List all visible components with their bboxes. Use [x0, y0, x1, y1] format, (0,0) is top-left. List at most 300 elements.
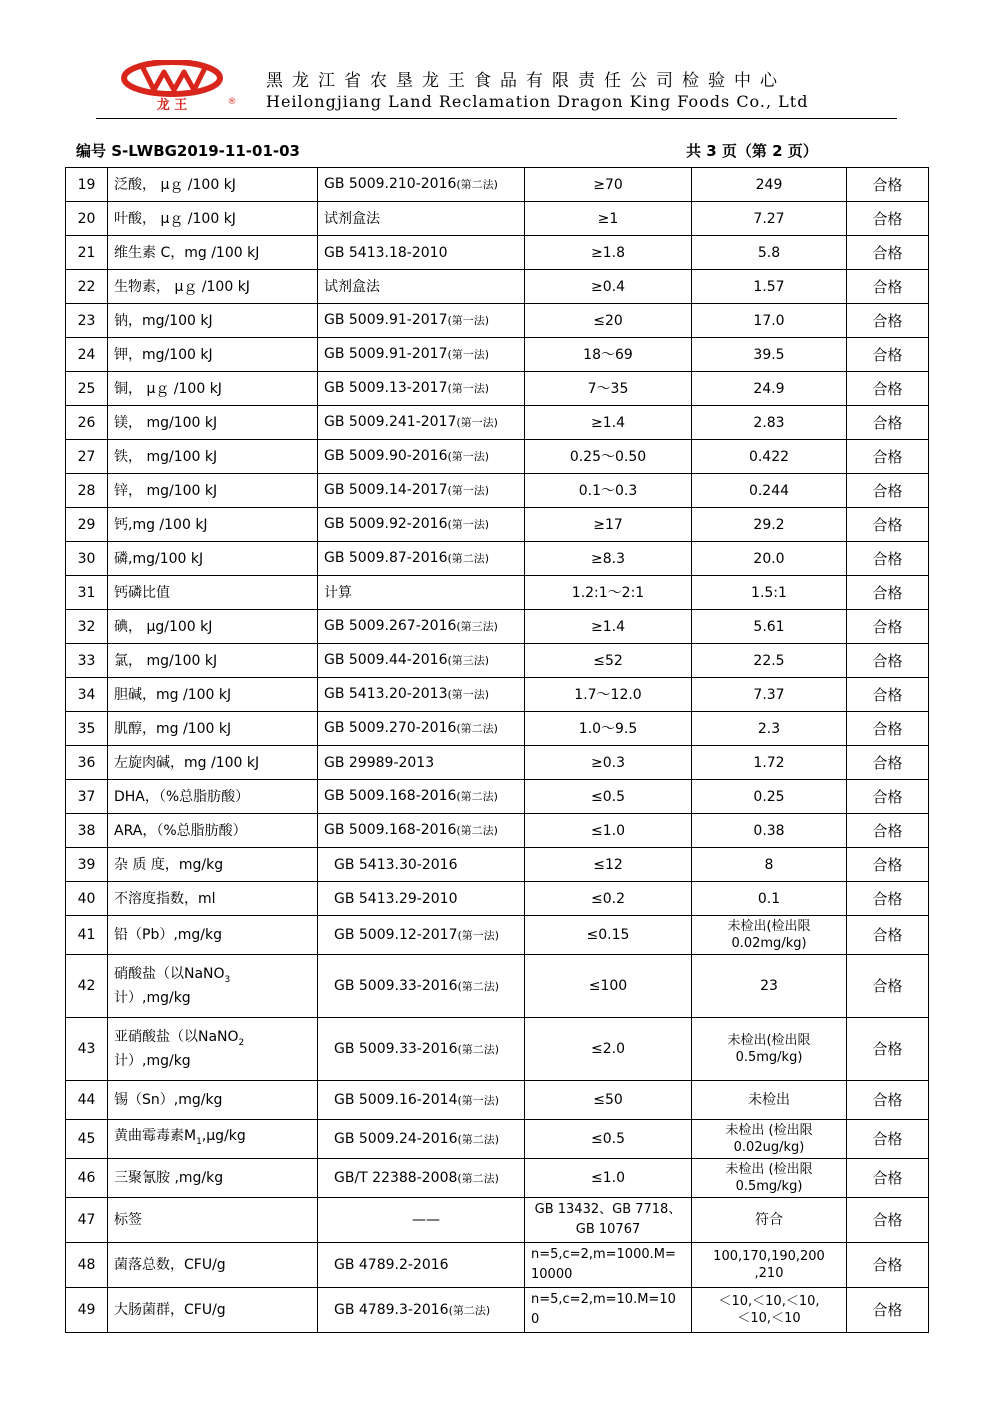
test-result [692, 848, 847, 882]
judgement: 合格 [847, 338, 929, 372]
test-method-suffix: (第一法) [447, 348, 490, 361]
requirement-text: ≤0.5 [591, 788, 625, 805]
test-result-text: 24.9 [753, 380, 785, 397]
requirement [525, 304, 692, 338]
judgement: 合格 [847, 610, 929, 644]
row-number: 39 [66, 848, 108, 882]
test-item [108, 406, 318, 440]
requirement-text: ≤20 [593, 312, 623, 329]
test-item [108, 338, 318, 372]
row-number: 19 [66, 168, 108, 202]
test-method [318, 236, 525, 270]
test-result-text: 未检出(检出限 [727, 919, 811, 934]
requirement [525, 372, 692, 406]
table-row [66, 712, 929, 746]
test-result-text: 20.0 [753, 550, 785, 567]
requirement [525, 168, 692, 202]
test-method [318, 542, 525, 576]
test-item-text: 胆碱，mg /100 kJ [114, 686, 232, 703]
test-item-text: 钙,mg /100 kJ [114, 516, 208, 533]
requirement-text: ≥1 [597, 210, 619, 227]
row-number: 31 [66, 576, 108, 610]
test-item [108, 916, 318, 955]
row-number: 46 [66, 1159, 108, 1198]
row-number: 36 [66, 746, 108, 780]
requirement [525, 1120, 692, 1159]
test-method-text: GB 5413.29-2010 [334, 890, 458, 907]
test-method-text: 试剂盒法 [324, 210, 380, 227]
requirement-text: ≥1.4 [591, 414, 625, 431]
judgement: 合格 [847, 1288, 929, 1333]
test-result-text-2: ＜10,＜10 [737, 1311, 801, 1326]
judgement: 合格 [847, 304, 929, 338]
test-method [318, 372, 525, 406]
test-item-text: 亚硝酸盐（以NaNO [114, 1029, 239, 1046]
test-result-text: 0.25 [753, 788, 785, 805]
row-number: 40 [66, 882, 108, 916]
table-row [66, 372, 929, 406]
test-item [108, 780, 318, 814]
requirement-text: 0.1～0.3 [578, 482, 638, 499]
test-item [108, 610, 318, 644]
judgement: 合格 [847, 882, 929, 916]
test-item [108, 712, 318, 746]
requirement-text: 7～35 [587, 380, 629, 397]
test-item [108, 746, 318, 780]
requirement [525, 440, 692, 474]
test-result-text-2: 0.5mg/kg) [735, 1179, 803, 1194]
requirement-text: ≤50 [593, 1092, 623, 1108]
table-row [66, 304, 929, 338]
test-method-text: GB 5009.16-2014 [334, 1091, 458, 1108]
test-item [108, 1288, 318, 1333]
table-row [66, 916, 929, 955]
requirement [525, 1081, 692, 1120]
judgement: 合格 [847, 712, 929, 746]
table-row [66, 644, 929, 678]
test-method-text: GB 5009.24-2016 [334, 1130, 458, 1147]
requirement [525, 848, 692, 882]
judgement: 合格 [847, 576, 929, 610]
test-result-text: 0.244 [748, 482, 790, 499]
test-item [108, 678, 318, 712]
requirement [525, 508, 692, 542]
test-item [108, 440, 318, 474]
test-result-text: 未检出(检出限 [727, 1033, 811, 1048]
logo-text: 龙 王 [156, 98, 188, 112]
row-number: 27 [66, 440, 108, 474]
judgement: 合格 [847, 916, 929, 955]
test-method-text: GB 5009.44-2016 [324, 652, 448, 668]
requirement-text: ≤12 [593, 856, 623, 873]
test-result-text: 39.5 [753, 346, 785, 363]
test-method [318, 882, 525, 916]
test-item-text: 菌落总数，CFU/g [114, 1257, 226, 1273]
test-method-suffix: (第一法) [447, 382, 490, 395]
report-number: 编号 S-LWBG2019-11-01-03 [76, 142, 300, 160]
test-method-text: GB 5009.270-2016 [324, 720, 457, 736]
requirement [525, 338, 692, 372]
requirement [525, 542, 692, 576]
test-method-text: GB 5009.91-2017 [324, 312, 448, 328]
requirement-text: GB 13432、GB 7718、 [534, 1202, 682, 1217]
test-method-text: GB 5009.14-2017 [324, 482, 448, 498]
test-result [692, 916, 847, 955]
test-method [318, 508, 525, 542]
requirement-text: ≤52 [593, 652, 623, 669]
row-number: 22 [66, 270, 108, 304]
test-method [318, 610, 525, 644]
test-result [692, 1018, 847, 1081]
requirement [525, 780, 692, 814]
judgement: 合格 [847, 474, 929, 508]
test-item [108, 955, 318, 1018]
test-item [108, 848, 318, 882]
test-item-text: 三聚氰胺 ,mg/kg [114, 1170, 224, 1186]
test-result-text-2: 0.02mg/kg) [731, 936, 807, 951]
test-item-text: 铜， μｇ /100 kJ [114, 380, 222, 397]
row-number: 21 [66, 236, 108, 270]
test-item [108, 508, 318, 542]
test-item-text: DHA，（%总脂肪酸） [114, 788, 250, 805]
row-number: 35 [66, 712, 108, 746]
table-row [66, 1120, 929, 1159]
test-method-suffix: (第一法) [456, 416, 498, 429]
test-item-text: 肌醇，mg /100 kJ [114, 720, 232, 737]
test-method-text: GB 5413.30-2016 [334, 856, 458, 873]
test-item [108, 474, 318, 508]
test-item-text: 锌， mg/100 kJ [114, 482, 218, 499]
test-item [108, 1081, 318, 1120]
test-method-suffix: (第一法) [447, 484, 490, 497]
test-item [108, 644, 318, 678]
test-method-text: GB 5009.33-2016 [334, 977, 458, 994]
test-method-suffix: (第一法) [447, 688, 490, 701]
table-row [66, 202, 929, 236]
test-item-text: 钙磷比值 [114, 584, 170, 601]
test-method [318, 168, 525, 202]
test-result [692, 882, 847, 916]
test-result-text-2: 0.02ug/kg) [733, 1140, 805, 1155]
test-result-text: 未检出 (检出限 [725, 1162, 813, 1177]
requirement [525, 1288, 692, 1333]
test-item [108, 1198, 318, 1243]
judgement: 合格 [847, 1081, 929, 1120]
test-method [318, 1159, 525, 1198]
judgement: 合格 [847, 372, 929, 406]
requirement-text: 18～69 [583, 346, 633, 363]
test-result-text: 0.422 [748, 448, 790, 465]
test-method-text: GB 5009.91-2017 [324, 346, 448, 362]
test-result-text: 2.83 [753, 414, 785, 431]
test-method [318, 848, 525, 882]
test-method-suffix: (第二法) [457, 1171, 499, 1185]
requirement [525, 474, 692, 508]
test-result-text-2: ,210 [754, 1266, 784, 1281]
table-row [66, 406, 929, 440]
test-method-text: GB 4789.3-2016 [334, 1301, 449, 1318]
table-row [66, 678, 929, 712]
requirement-text: 1.2:1～2:1 [571, 584, 645, 601]
table-row [66, 1159, 929, 1198]
test-result [692, 338, 847, 372]
test-method-text: GB 5009.210-2016 [324, 176, 457, 192]
requirement [525, 882, 692, 916]
judgement: 合格 [847, 406, 929, 440]
test-method [318, 1198, 525, 1243]
test-result [692, 644, 847, 678]
judgement: 合格 [847, 1159, 929, 1198]
requirement [525, 955, 692, 1018]
requirement-text: ≤2.0 [591, 1041, 625, 1057]
requirement [525, 202, 692, 236]
test-item-text: ARA，（%总脂肪酸） [114, 822, 247, 839]
test-method-suffix: (第二法) [448, 1303, 491, 1317]
test-result [692, 746, 847, 780]
test-method-suffix: (第三法) [447, 654, 490, 667]
test-item [108, 1120, 318, 1159]
judgement: 合格 [847, 678, 929, 712]
test-method-text: GB 5009.13-2017 [324, 380, 448, 396]
test-result [692, 576, 847, 610]
test-result [692, 1243, 847, 1288]
test-item [108, 372, 318, 406]
test-result-text: 1.72 [753, 754, 785, 771]
test-result-text: 符合 [755, 1212, 783, 1228]
test-method-suffix: (第二法) [457, 1132, 500, 1146]
row-number: 37 [66, 780, 108, 814]
requirement [525, 610, 692, 644]
requirement-text: ≤0.2 [591, 890, 625, 907]
row-number: 43 [66, 1018, 108, 1081]
table-row [66, 1018, 929, 1081]
test-item-text: 左旋肉碱，mg /100 kJ [114, 754, 260, 771]
table-row [66, 610, 929, 644]
requirement [525, 644, 692, 678]
table-row [66, 1081, 929, 1120]
test-method [318, 712, 525, 746]
test-result-text: 未检出 [748, 1092, 790, 1108]
test-method-text: GB 4789.2-2016 [334, 1257, 449, 1273]
requirement-text-2: 10000 [531, 1267, 573, 1282]
requirement [525, 1159, 692, 1198]
table-row [66, 814, 929, 848]
test-method [318, 644, 525, 678]
judgement: 合格 [847, 746, 929, 780]
row-number: 25 [66, 372, 108, 406]
test-result [692, 1120, 847, 1159]
test-result [692, 1081, 847, 1120]
judgement: 合格 [847, 1120, 929, 1159]
test-result [692, 474, 847, 508]
table-row [66, 440, 929, 474]
test-result [692, 406, 847, 440]
test-result [692, 1288, 847, 1333]
test-result-text: 100,170,190,200 [713, 1249, 825, 1264]
requirement-text: ≤0.5 [591, 1131, 625, 1147]
test-item-text: 碘， μg/100 kJ [114, 618, 213, 635]
test-item-text: 钾，mg/100 kJ [114, 346, 213, 363]
test-results-table [65, 167, 929, 1333]
test-method-suffix: (第一法) [447, 518, 490, 531]
test-item [108, 1243, 318, 1288]
requirement-text: 1.7～12.0 [574, 686, 642, 703]
test-item-subscript: 2 [238, 1037, 245, 1048]
row-number: 49 [66, 1288, 108, 1333]
test-item-text: 叶酸， μｇ /100 kJ [114, 210, 236, 227]
test-method [318, 474, 525, 508]
requirement [525, 406, 692, 440]
test-method-suffix: (第二法) [447, 552, 490, 565]
test-method [318, 202, 525, 236]
test-method [318, 955, 525, 1018]
test-item [108, 202, 318, 236]
judgement: 合格 [847, 780, 929, 814]
row-number: 47 [66, 1198, 108, 1243]
table-row [66, 508, 929, 542]
test-method-text: GB 5009.33-2016 [334, 1040, 458, 1057]
test-method-text: GB 5009.87-2016 [324, 550, 448, 566]
requirement [525, 1198, 692, 1243]
row-number: 20 [66, 202, 108, 236]
judgement: 合格 [847, 168, 929, 202]
test-method-text: GB 5413.18-2010 [324, 244, 448, 261]
test-method-text: GB 29989-2013 [324, 754, 435, 771]
judgement: 合格 [847, 1243, 929, 1288]
test-method-suffix: (第一法) [447, 450, 490, 463]
requirement-text: ≥0.3 [591, 754, 625, 771]
company-name-cn: 黑龙江省农垦龙王食品有限责任公司检验中心 [266, 71, 786, 91]
test-method [318, 270, 525, 304]
test-result [692, 508, 847, 542]
test-method [318, 1081, 525, 1120]
test-method-suffix: (第二法) [456, 824, 498, 837]
requirement-text: ≥70 [593, 176, 623, 193]
judgement: 合格 [847, 236, 929, 270]
test-item-text: 黄曲霉毒素M [114, 1128, 197, 1145]
row-number: 23 [66, 304, 108, 338]
test-result [692, 270, 847, 304]
requirement [525, 1018, 692, 1081]
test-method-text: GB 5009.90-2016 [324, 448, 448, 464]
test-result [692, 712, 847, 746]
test-item [108, 1018, 318, 1081]
judgement: 合格 [847, 1018, 929, 1081]
test-item [108, 168, 318, 202]
test-item-unit: 计）,mg/kg [114, 989, 191, 1006]
test-result [692, 678, 847, 712]
judgement: 合格 [847, 848, 929, 882]
requirement-text: n=5,c=2,m=10.M=10 [531, 1292, 676, 1307]
test-item-text: 钠，mg/100 kJ [114, 312, 213, 329]
test-result-text: 29.2 [753, 516, 785, 533]
test-result [692, 372, 847, 406]
test-method-suffix: (第二法) [456, 722, 498, 735]
test-item-text: 生物素， μｇ /100 kJ [114, 278, 250, 295]
test-item-unit: 计）,mg/kg [114, 1052, 191, 1069]
requirement [525, 1243, 692, 1288]
row-number: 34 [66, 678, 108, 712]
test-result-text: 22.5 [753, 652, 785, 669]
row-number: 32 [66, 610, 108, 644]
row-number: 44 [66, 1081, 108, 1120]
test-item-text: 镁， mg/100 kJ [114, 414, 218, 431]
test-result-text: 1.57 [753, 278, 785, 295]
row-number: 26 [66, 406, 108, 440]
test-item-text: 不溶度指数，ml [114, 890, 216, 907]
test-result-text: 0.1 [757, 890, 781, 907]
requirement [525, 576, 692, 610]
test-item-text: 磷,mg/100 kJ [114, 550, 204, 567]
judgement: 合格 [847, 1198, 929, 1243]
test-method-suffix: (第二法) [457, 979, 500, 993]
table-row [66, 1288, 929, 1333]
test-method [318, 746, 525, 780]
requirement-text: ≥0.4 [591, 278, 625, 295]
requirement-text: n=5,c=2,m=1000.M= [531, 1247, 676, 1262]
table-row [66, 542, 929, 576]
test-result-text: 0.38 [753, 822, 785, 839]
header-divider [96, 118, 897, 119]
row-number: 28 [66, 474, 108, 508]
test-result [692, 236, 847, 270]
requirement-text: ≥8.3 [591, 550, 625, 567]
test-method-text: GB 5009.12-2017 [334, 926, 458, 943]
test-result [692, 1198, 847, 1243]
test-item-unit: ,μg/kg [201, 1128, 246, 1145]
test-method-text: GB 5009.168-2016 [324, 822, 457, 838]
test-method [318, 440, 525, 474]
table-row [66, 1243, 929, 1288]
test-result-text: 23 [760, 978, 778, 994]
requirement-text: ≥1.4 [591, 618, 625, 635]
test-item-text: 硝酸盐（以NaNO [114, 966, 225, 983]
test-method-suffix: (第二法) [456, 790, 498, 803]
test-item [108, 576, 318, 610]
test-method-text: GB 5413.20-2013 [324, 686, 448, 702]
test-item [108, 882, 318, 916]
requirement-text: 0.25～0.50 [569, 448, 647, 465]
test-item-subscript: 1 [196, 1136, 202, 1147]
test-item-text: 铅（Pb）,mg/kg [114, 927, 223, 943]
test-result [692, 780, 847, 814]
table-row [66, 168, 929, 202]
test-method [318, 678, 525, 712]
table-row [66, 474, 929, 508]
test-method-text: GB 5009.168-2016 [324, 788, 457, 804]
test-result [692, 168, 847, 202]
page-info: 共 3 页（第 2 页） [686, 142, 818, 160]
requirement-text: 1.0～9.5 [578, 720, 638, 737]
test-method [318, 406, 525, 440]
table-row [66, 338, 929, 372]
table-row [66, 270, 929, 304]
test-result [692, 440, 847, 474]
row-number: 30 [66, 542, 108, 576]
test-item-text: 泛酸， μｇ /100 kJ [114, 176, 236, 193]
test-item-subscript: 3 [224, 974, 231, 985]
test-method-suffix: (第一法) [457, 928, 500, 942]
test-method [318, 1120, 525, 1159]
requirement-text: ≤1.0 [591, 1170, 625, 1186]
row-number: 24 [66, 338, 108, 372]
judgement: 合格 [847, 202, 929, 236]
row-number: 42 [66, 955, 108, 1018]
test-method-suffix: (第二法) [457, 1042, 500, 1056]
test-result [692, 542, 847, 576]
test-method [318, 780, 525, 814]
test-result-text: 1.5:1 [751, 584, 787, 601]
